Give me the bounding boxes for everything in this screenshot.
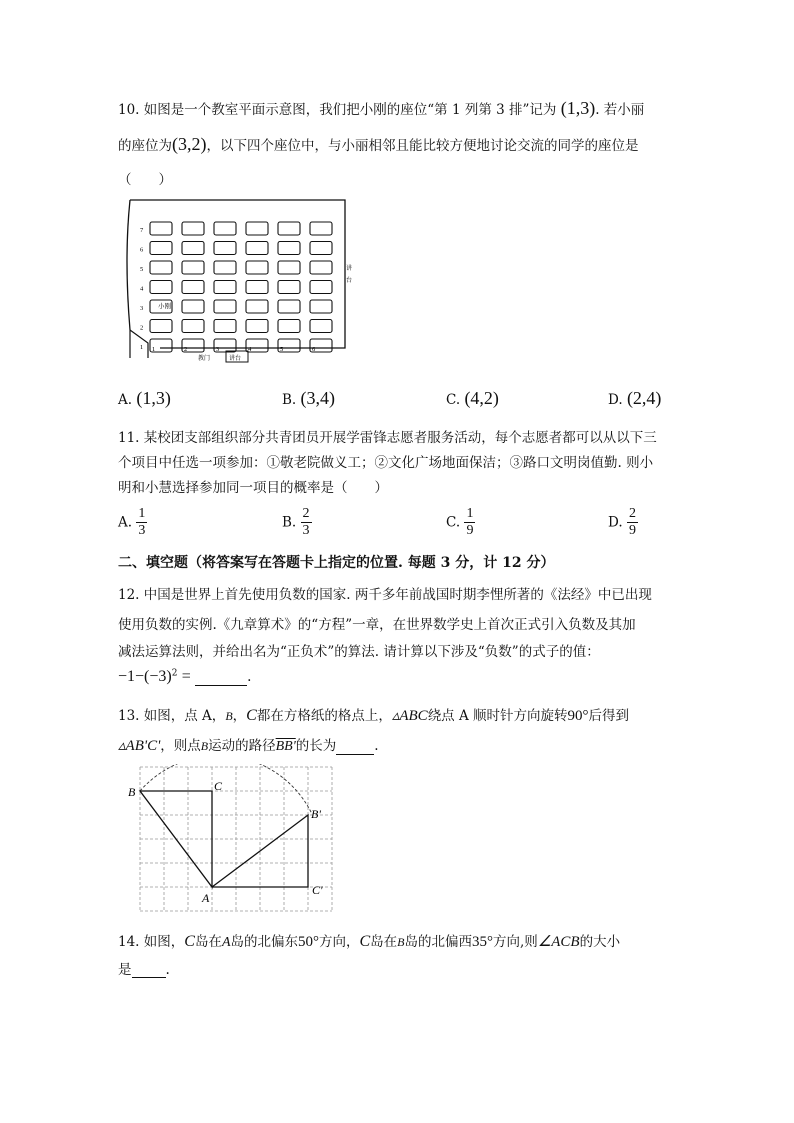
- q14-line1: 14. 如图，C岛在A岛的北偏东50°方向，C岛在B岛的北偏西35°方向,则∠ACB的大小: [118, 933, 621, 950]
- seat: [246, 300, 268, 313]
- column-label: 4: [248, 346, 252, 353]
- q13-line1: 13. 如图，点 A，B，C都在方格纸的格点上，▵ABC绕点 A 顺时针方向旋转90°后得到: [118, 707, 630, 724]
- q11-option-c[interactable]: C. $\frac{1}{9}$: [446, 506, 474, 538]
- point-c-label: C: [214, 779, 223, 793]
- seat: [278, 242, 300, 255]
- door-label: 教门: [198, 356, 211, 362]
- q10-option-c[interactable]: C. (4,2): [446, 388, 499, 408]
- xiaogang-label: 小刚: [158, 303, 171, 310]
- row-label: 2: [140, 324, 144, 332]
- seat: [214, 281, 236, 294]
- rotation-figure: [124, 764, 334, 914]
- point-c-prime-label: C': [312, 883, 323, 897]
- q11-option-d[interactable]: D. $\frac{2}{9}$: [608, 506, 636, 538]
- seat: [214, 261, 236, 274]
- seat: [214, 320, 236, 333]
- seat: [214, 222, 236, 235]
- seat: [278, 300, 300, 313]
- seat: [214, 300, 236, 313]
- q10-option-b[interactable]: B. (3,4): [282, 388, 336, 408]
- right-side-label-2: 台: [346, 278, 353, 284]
- seat: [214, 242, 236, 255]
- row-label: 4: [140, 285, 144, 293]
- row-label: 7: [140, 227, 144, 234]
- q10-option-a[interactable]: A. (1,3): [118, 388, 171, 408]
- q11-line3: 明和小慧选择参加同一项目的概率是（ ）: [118, 480, 388, 496]
- seat: [278, 281, 300, 294]
- seat: [310, 320, 332, 333]
- seat: [310, 281, 332, 294]
- seat: [246, 320, 268, 333]
- seat: [278, 320, 300, 333]
- seat: [150, 281, 172, 294]
- seat: [246, 242, 268, 255]
- q14-answer-blank[interactable]: [132, 977, 166, 978]
- row-label: 5: [140, 266, 144, 273]
- q10-line1: 10. 如图是一个教室平面示意图，我们把小刚的座位“第 1 列第 3 排”记为 (1,3). 若小丽: [118, 98, 645, 118]
- column-label: 2: [184, 346, 188, 353]
- q12-line2: 使用负数的实例.《九章算术》的“方程”一章，在世界数学史上首次正式引入负数及其加: [118, 617, 636, 633]
- seat: [310, 300, 332, 313]
- podium-label: 讲台: [229, 356, 242, 362]
- row-label: 3: [140, 305, 144, 312]
- seat: [150, 242, 172, 255]
- q14-line2: 是 .: [118, 962, 170, 978]
- q12-line3: 减法运算法则，并给出名为“正负术”的算法. 请计算以下涉及“负数”的式子的值：: [118, 644, 600, 660]
- seat: [150, 261, 172, 274]
- q11-option-a[interactable]: A. $\frac{1}{3}$: [118, 506, 146, 538]
- q10-option-d[interactable]: D. (2,4): [608, 388, 662, 408]
- seat: [310, 242, 332, 255]
- seat: [182, 261, 204, 274]
- q10-coord-xiaoli: (3,2): [172, 134, 207, 154]
- seat: [150, 222, 172, 235]
- right-side-label-1: 讲: [346, 266, 353, 272]
- column-label: 5: [280, 346, 284, 353]
- seat: [182, 320, 204, 333]
- q13-answer-blank[interactable]: [336, 754, 374, 755]
- seat: [182, 242, 204, 255]
- seat: [246, 281, 268, 294]
- column-label: 1: [152, 346, 156, 353]
- q13-line2: ▵AB'C'，则点B运动的路径BB'的长为 .: [118, 738, 379, 754]
- seat: [310, 261, 332, 274]
- point-b-prime-label: B': [311, 807, 321, 821]
- q12-answer-blank[interactable]: [195, 685, 247, 686]
- column-label: 3: [216, 346, 220, 353]
- q10-coord-xiaogang: (1,3): [560, 98, 596, 118]
- seat: [246, 222, 268, 235]
- q12-line1: 12. 中国是世界上首先使用负数的国家. 两千多年前战国时期李悝所著的《法经》中已出现: [118, 587, 652, 603]
- q11-line2: 个项目中任选一项参加：①敬老院做义工；②文化广场地面保洁；③路口文明岗值勤. 则小: [118, 455, 654, 471]
- seat: [246, 261, 268, 274]
- column-label: 6: [312, 346, 316, 353]
- seat: [182, 281, 204, 294]
- seat: [278, 261, 300, 274]
- q11-option-b[interactable]: B. $\frac{2}{3}$: [282, 506, 310, 538]
- q10-line3: （ ）: [118, 172, 172, 188]
- seat: [182, 300, 204, 313]
- seat: [310, 222, 332, 235]
- seat: [150, 320, 172, 333]
- q11-line1: 11. 某校团支部组织部分共青团员开展学雷锋志愿者服务活动，每个志愿者都可以从以下三: [118, 430, 657, 446]
- point-a-label: A: [202, 891, 210, 905]
- seat: [278, 222, 300, 235]
- classroom-figure: [122, 198, 358, 366]
- seat: [182, 222, 204, 235]
- q12-expression: $-1-(-3)^2$ = .: [118, 668, 252, 685]
- row-label: 6: [140, 246, 144, 254]
- q10-line2: 的座位为(3,2)，以下四个座位中，与小丽相邻且能比较方便地讨论交流的同学的座位是: [118, 134, 639, 154]
- point-b-label: B: [128, 785, 136, 799]
- section-2-heading: 二、填空题（将答案写在答题卡上指定的位置. 每题 3 分，计 12 分）: [118, 555, 555, 571]
- row-label: 1: [140, 344, 144, 351]
